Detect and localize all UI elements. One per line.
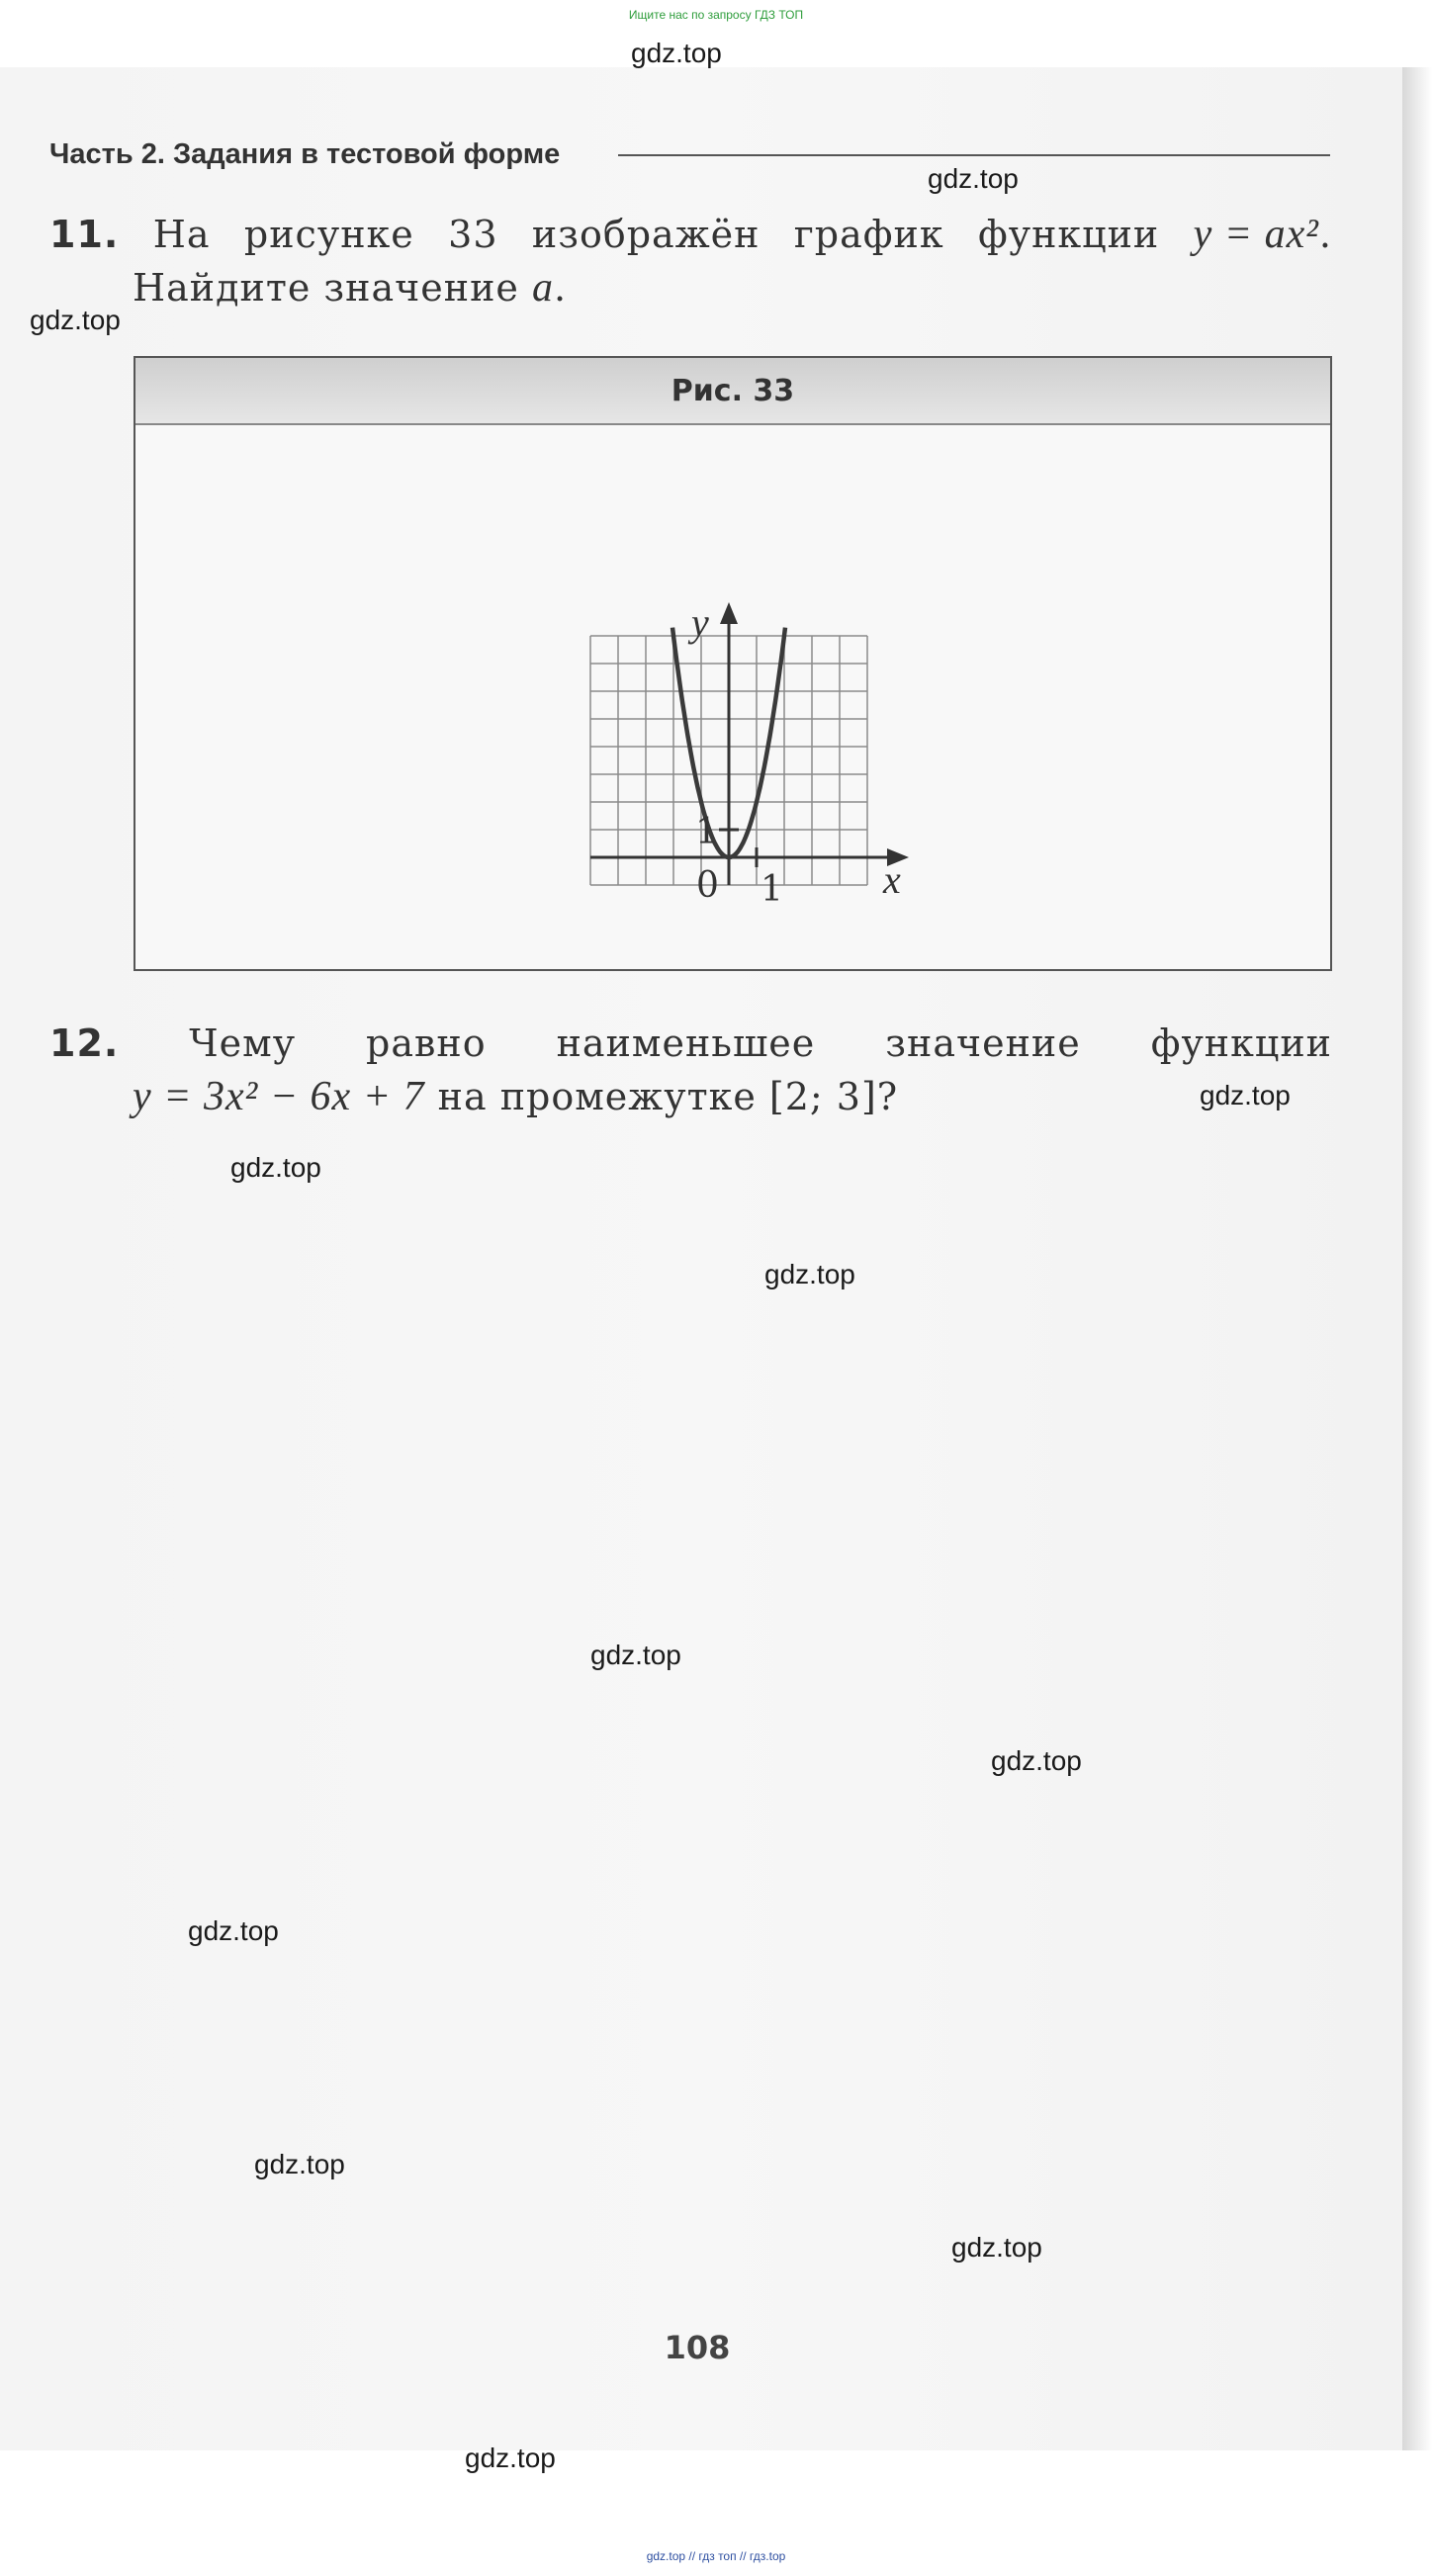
task-word: Чему [189, 1022, 297, 1065]
watermark: gdz.top [764, 1259, 855, 1289]
task-word: равно [366, 1022, 487, 1065]
task-11-line-1 [49, 208, 1332, 261]
figure-title: Рис. 33 [135, 358, 1330, 425]
punctuation: . [1318, 213, 1332, 256]
task-11 [49, 208, 1332, 314]
page-edge-shadow [1402, 67, 1432, 2450]
top-search-note: Ищите нас по запросу ГДЗ ТОП [628, 8, 804, 22]
task-word: 33 [448, 213, 498, 256]
task-number: 11. [49, 213, 120, 256]
task-word: На [152, 213, 211, 256]
task-word: значение [885, 1022, 1081, 1065]
task-word: функции [1150, 1022, 1332, 1065]
task-word: рисунке [243, 213, 414, 256]
watermark: gdz.top [1200, 1080, 1291, 1110]
figure-33 [134, 356, 1332, 971]
origin-label: 0 [696, 865, 719, 906]
watermark: gdz.top [254, 2149, 345, 2179]
watermark: gdz.top [188, 1915, 279, 1946]
bottom-site-note: gdz.top // гдз топ // гдз.top [646, 2549, 786, 2563]
y-tick-label: 1 [695, 812, 718, 852]
task-11-line-2 [49, 261, 1332, 314]
task-12-formula: y = 3x² − 6x + 7 [133, 1074, 425, 1119]
task-number: 12. [49, 1022, 120, 1065]
section-header-rule [618, 154, 1330, 156]
watermark: gdz.top [590, 1640, 681, 1670]
x-axis-label: x [883, 857, 901, 902]
watermark: gdz.top [230, 1152, 321, 1183]
watermark: gdz.top [991, 1745, 1082, 1776]
task-word: функции [977, 213, 1160, 256]
task-12 [49, 1017, 1332, 1123]
task-11-question: Найдите значение [133, 266, 532, 310]
watermark: gdz.top [928, 163, 1019, 194]
punctuation: . [553, 266, 568, 310]
task-12-line-2 [49, 1070, 1332, 1123]
section-header: Часть 2. Задания в тестовой форме [49, 138, 561, 170]
watermark: gdz.top [465, 2443, 556, 2473]
x-tick-label: 1 [761, 869, 783, 910]
task-word: наименьшее [556, 1022, 816, 1065]
parabola-plot [135, 358, 1334, 973]
task-word: график [793, 213, 944, 256]
watermark: gdz.top [951, 2232, 1042, 2263]
page-number: 108 [664, 2329, 731, 2366]
task-word: изображён [531, 213, 761, 256]
task-11-formula: y = ax² [1193, 212, 1319, 257]
y-axis-label: y [691, 600, 709, 645]
task-12-interval: на промежутке [2; 3]? [424, 1075, 899, 1118]
watermark: gdz.top [631, 38, 722, 68]
task-12-line-1 [49, 1017, 1332, 1070]
task-11-variable: a [531, 265, 554, 311]
y-axis-arrow [720, 602, 738, 624]
watermark: gdz.top [30, 305, 121, 335]
